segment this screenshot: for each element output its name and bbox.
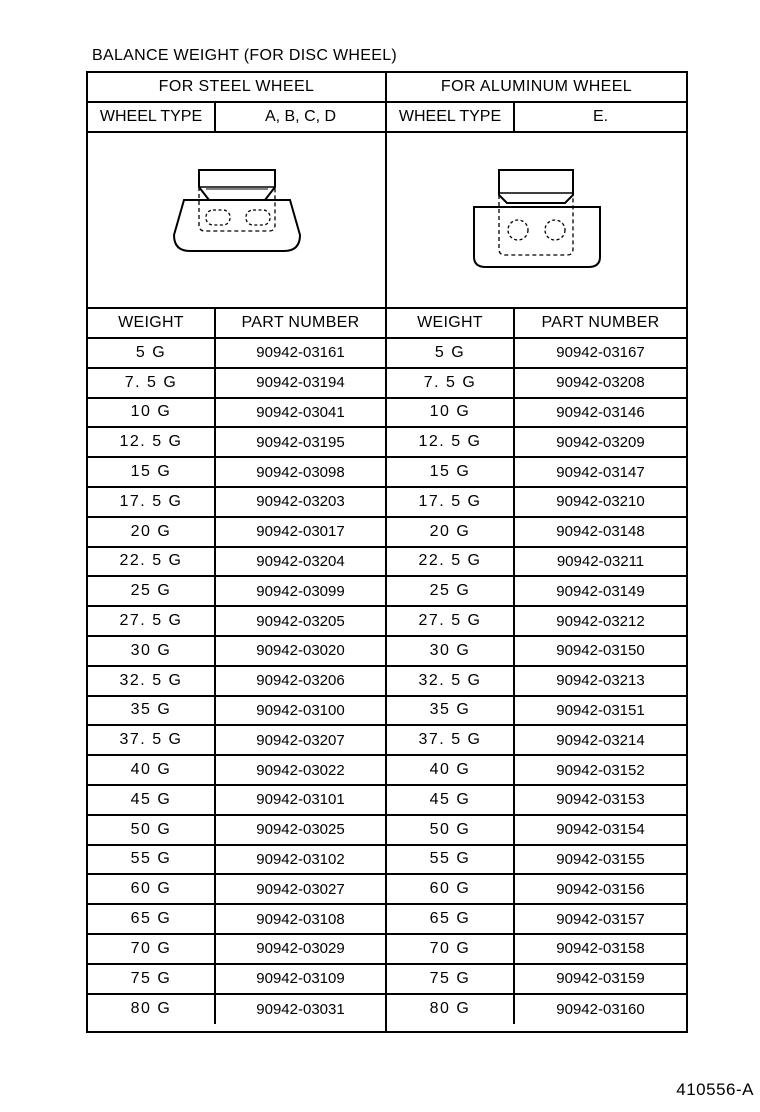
weight-cell: 30 G [387,637,515,665]
weight-cell: 7. 5 G [88,369,216,397]
weight-cell: 10 G [387,399,515,427]
weight-cell: 60 G [387,875,515,903]
table-row [88,697,385,727]
table-row [88,399,385,429]
table-row [88,965,385,995]
part-number-cell: 90942-03025 [256,821,345,839]
weight-cell: 65 G [387,905,515,933]
weight-cell: 5 G [88,339,216,367]
part-number-cell: 90942-03154 [556,821,645,839]
weight-cell: 20 G [88,518,216,546]
table-row [387,667,686,697]
table-row [88,458,385,488]
weight-cell: 35 G [88,697,216,725]
table-row [387,488,686,518]
part-number-cell: 90942-03167 [556,344,645,362]
table-row [88,488,385,518]
weight-cell: 17. 5 G [88,488,216,516]
part-number-cell: 90942-03151 [556,701,645,719]
table-row [88,428,385,458]
weight-cell: 75 G [88,965,216,993]
part-number-cell: 90942-03108 [256,910,345,928]
part-number-cell: 90942-03159 [556,970,645,988]
weight-cell: 80 G [88,995,216,1025]
table-row [387,458,686,488]
weight-cell: 35 G [387,697,515,725]
part-number-cell: 90942-03147 [556,463,645,481]
part-number-cell: 90942-03157 [556,910,645,928]
weight-cell: 22. 5 G [387,548,515,576]
table-row [387,697,686,727]
weight-cell: 37. 5 G [387,726,515,754]
part-number-column-header: PART NUMBER [541,314,660,331]
table-row [88,786,385,816]
weight-cell: 10 G [88,399,216,427]
weight-cell: 7. 5 G [387,369,515,397]
part-number-cell: 90942-03149 [556,582,645,600]
table-row [387,607,686,637]
weight-cell: 30 G [88,637,216,665]
table-row [387,637,686,667]
reference-code: 410556-A [676,1080,754,1099]
weight-cell: 15 G [88,458,216,486]
steel-wheel-section [88,73,387,1031]
table-row [88,518,385,548]
weight-column-header: WEIGHT [88,309,216,337]
table-row [88,846,385,876]
part-number-cell: 90942-03194 [256,374,345,392]
weight-column-header: WEIGHT [387,309,515,337]
weight-cell: 25 G [387,577,515,605]
table-row [88,637,385,667]
table-row [387,905,686,935]
table-row [387,548,686,578]
part-number-cell: 90942-03212 [556,612,645,630]
table-row [88,577,385,607]
table-row [387,428,686,458]
part-number-cell: 90942-03150 [556,642,645,660]
part-number-cell: 90942-03161 [256,344,345,362]
weight-cell: 65 G [88,905,216,933]
clip-on-weight-icon [162,165,312,275]
weight-cell: 50 G [387,816,515,844]
part-number-cell: 90942-03207 [256,731,345,749]
table-row [387,965,686,995]
weight-cell: 27. 5 G [88,607,216,635]
table-row [88,816,385,846]
part-number-cell: 90942-03041 [256,403,345,421]
weight-cell: 22. 5 G [88,548,216,576]
part-number-cell: 90942-03214 [556,731,645,749]
balance-weight-table [86,71,688,1033]
weight-cell: 45 G [387,786,515,814]
weight-cell: 55 G [88,846,216,874]
weight-cell: 55 G [387,846,515,874]
aluminum-wheel-section [387,73,686,1031]
part-number-cell: 90942-03160 [556,1000,645,1018]
weight-cell: 50 G [88,816,216,844]
aluminum-wheel-header: FOR ALUMINUM WHEEL [387,73,686,103]
weight-cell: 17. 5 G [387,488,515,516]
part-number-cell: 90942-03102 [256,850,345,868]
table-row [88,548,385,578]
part-number-cell: 90942-03017 [256,523,345,541]
weight-cell: 20 G [387,518,515,546]
weight-cell: 60 G [88,875,216,903]
weight-cell: 25 G [88,577,216,605]
part-number-cell: 90942-03208 [556,374,645,392]
table-row [387,518,686,548]
table-row [88,875,385,905]
part-number-cell: 90942-03146 [556,403,645,421]
part-number-cell: 90942-03148 [556,523,645,541]
part-number-cell: 90942-03153 [556,791,645,809]
weight-cell: 70 G [88,935,216,963]
table-row [88,995,385,1025]
part-number-cell: 90942-03205 [256,612,345,630]
weight-cell: 70 G [387,935,515,963]
steel-wheel-type-row [88,103,385,133]
aluminum-parts-list [387,309,686,1031]
aluminum-weight-diagram [387,133,686,309]
part-number-cell: 90942-03156 [556,880,645,898]
steel-column-headers [88,309,385,339]
adhesive-weight-icon [462,165,612,275]
wheel-type-value: A, B, C, D [264,108,337,125]
table-row [387,786,686,816]
part-number-cell: 90942-03211 [556,552,645,570]
wheel-type-label: WHEEL TYPE [88,103,216,131]
aluminum-column-headers [387,309,686,339]
part-number-cell: 90942-03204 [256,552,345,570]
wheel-type-value: E. [592,108,609,125]
weight-cell: 5 G [387,339,515,367]
table-row [88,756,385,786]
table-row [387,369,686,399]
weight-cell: 40 G [387,756,515,784]
table-row [387,339,686,369]
part-number-cell: 90942-03152 [556,761,645,779]
part-number-cell: 90942-03158 [556,940,645,958]
part-number-cell: 90942-03203 [256,493,345,511]
table-row [88,726,385,756]
part-number-cell: 90942-03027 [256,880,345,898]
table-row [88,369,385,399]
part-number-column-header: PART NUMBER [241,314,360,331]
steel-wheel-header: FOR STEEL WHEEL [88,73,385,103]
table-row [88,905,385,935]
weight-cell: 12. 5 G [387,428,515,456]
table-row [88,607,385,637]
part-number-cell: 90942-03099 [256,582,345,600]
weight-cell: 80 G [387,995,515,1025]
weight-cell: 12. 5 G [88,428,216,456]
table-row [387,846,686,876]
part-number-cell: 90942-03031 [256,1000,345,1018]
steel-weight-diagram [88,133,385,309]
table-row [387,816,686,846]
part-number-cell: 90942-03022 [256,761,345,779]
part-number-cell: 90942-03210 [556,493,645,511]
aluminum-wheel-type-row [387,103,686,133]
part-number-cell: 90942-03213 [556,672,645,690]
part-number-cell: 90942-03206 [256,672,345,690]
part-number-cell: 90942-03020 [256,642,345,660]
part-number-cell: 90942-03109 [256,970,345,988]
table-row [387,577,686,607]
part-number-cell: 90942-03195 [256,433,345,451]
table-row [387,399,686,429]
table-row [88,935,385,965]
weight-cell: 37. 5 G [88,726,216,754]
part-number-cell: 90942-03100 [256,701,345,719]
part-number-cell: 90942-03101 [256,791,345,809]
part-number-cell: 90942-03155 [556,850,645,868]
weight-cell: 32. 5 G [387,667,515,695]
weight-cell: 15 G [387,458,515,486]
wheel-type-label: WHEEL TYPE [387,103,515,131]
weight-cell: 40 G [88,756,216,784]
table-row [387,995,686,1025]
part-number-cell: 90942-03098 [256,463,345,481]
part-number-cell: 90942-03029 [256,940,345,958]
table-row [387,875,686,905]
table-row [88,339,385,369]
weight-cell: 45 G [88,786,216,814]
part-number-cell: 90942-03209 [556,433,645,451]
table-row [387,756,686,786]
table-row [387,726,686,756]
weight-cell: 75 G [387,965,515,993]
weight-cell: 27. 5 G [387,607,515,635]
weight-cell: 32. 5 G [88,667,216,695]
page-title: BALANCE WEIGHT (FOR DISC WHEEL) [92,47,398,64]
steel-parts-list [88,309,385,1031]
table-row [88,667,385,697]
table-row [387,935,686,965]
